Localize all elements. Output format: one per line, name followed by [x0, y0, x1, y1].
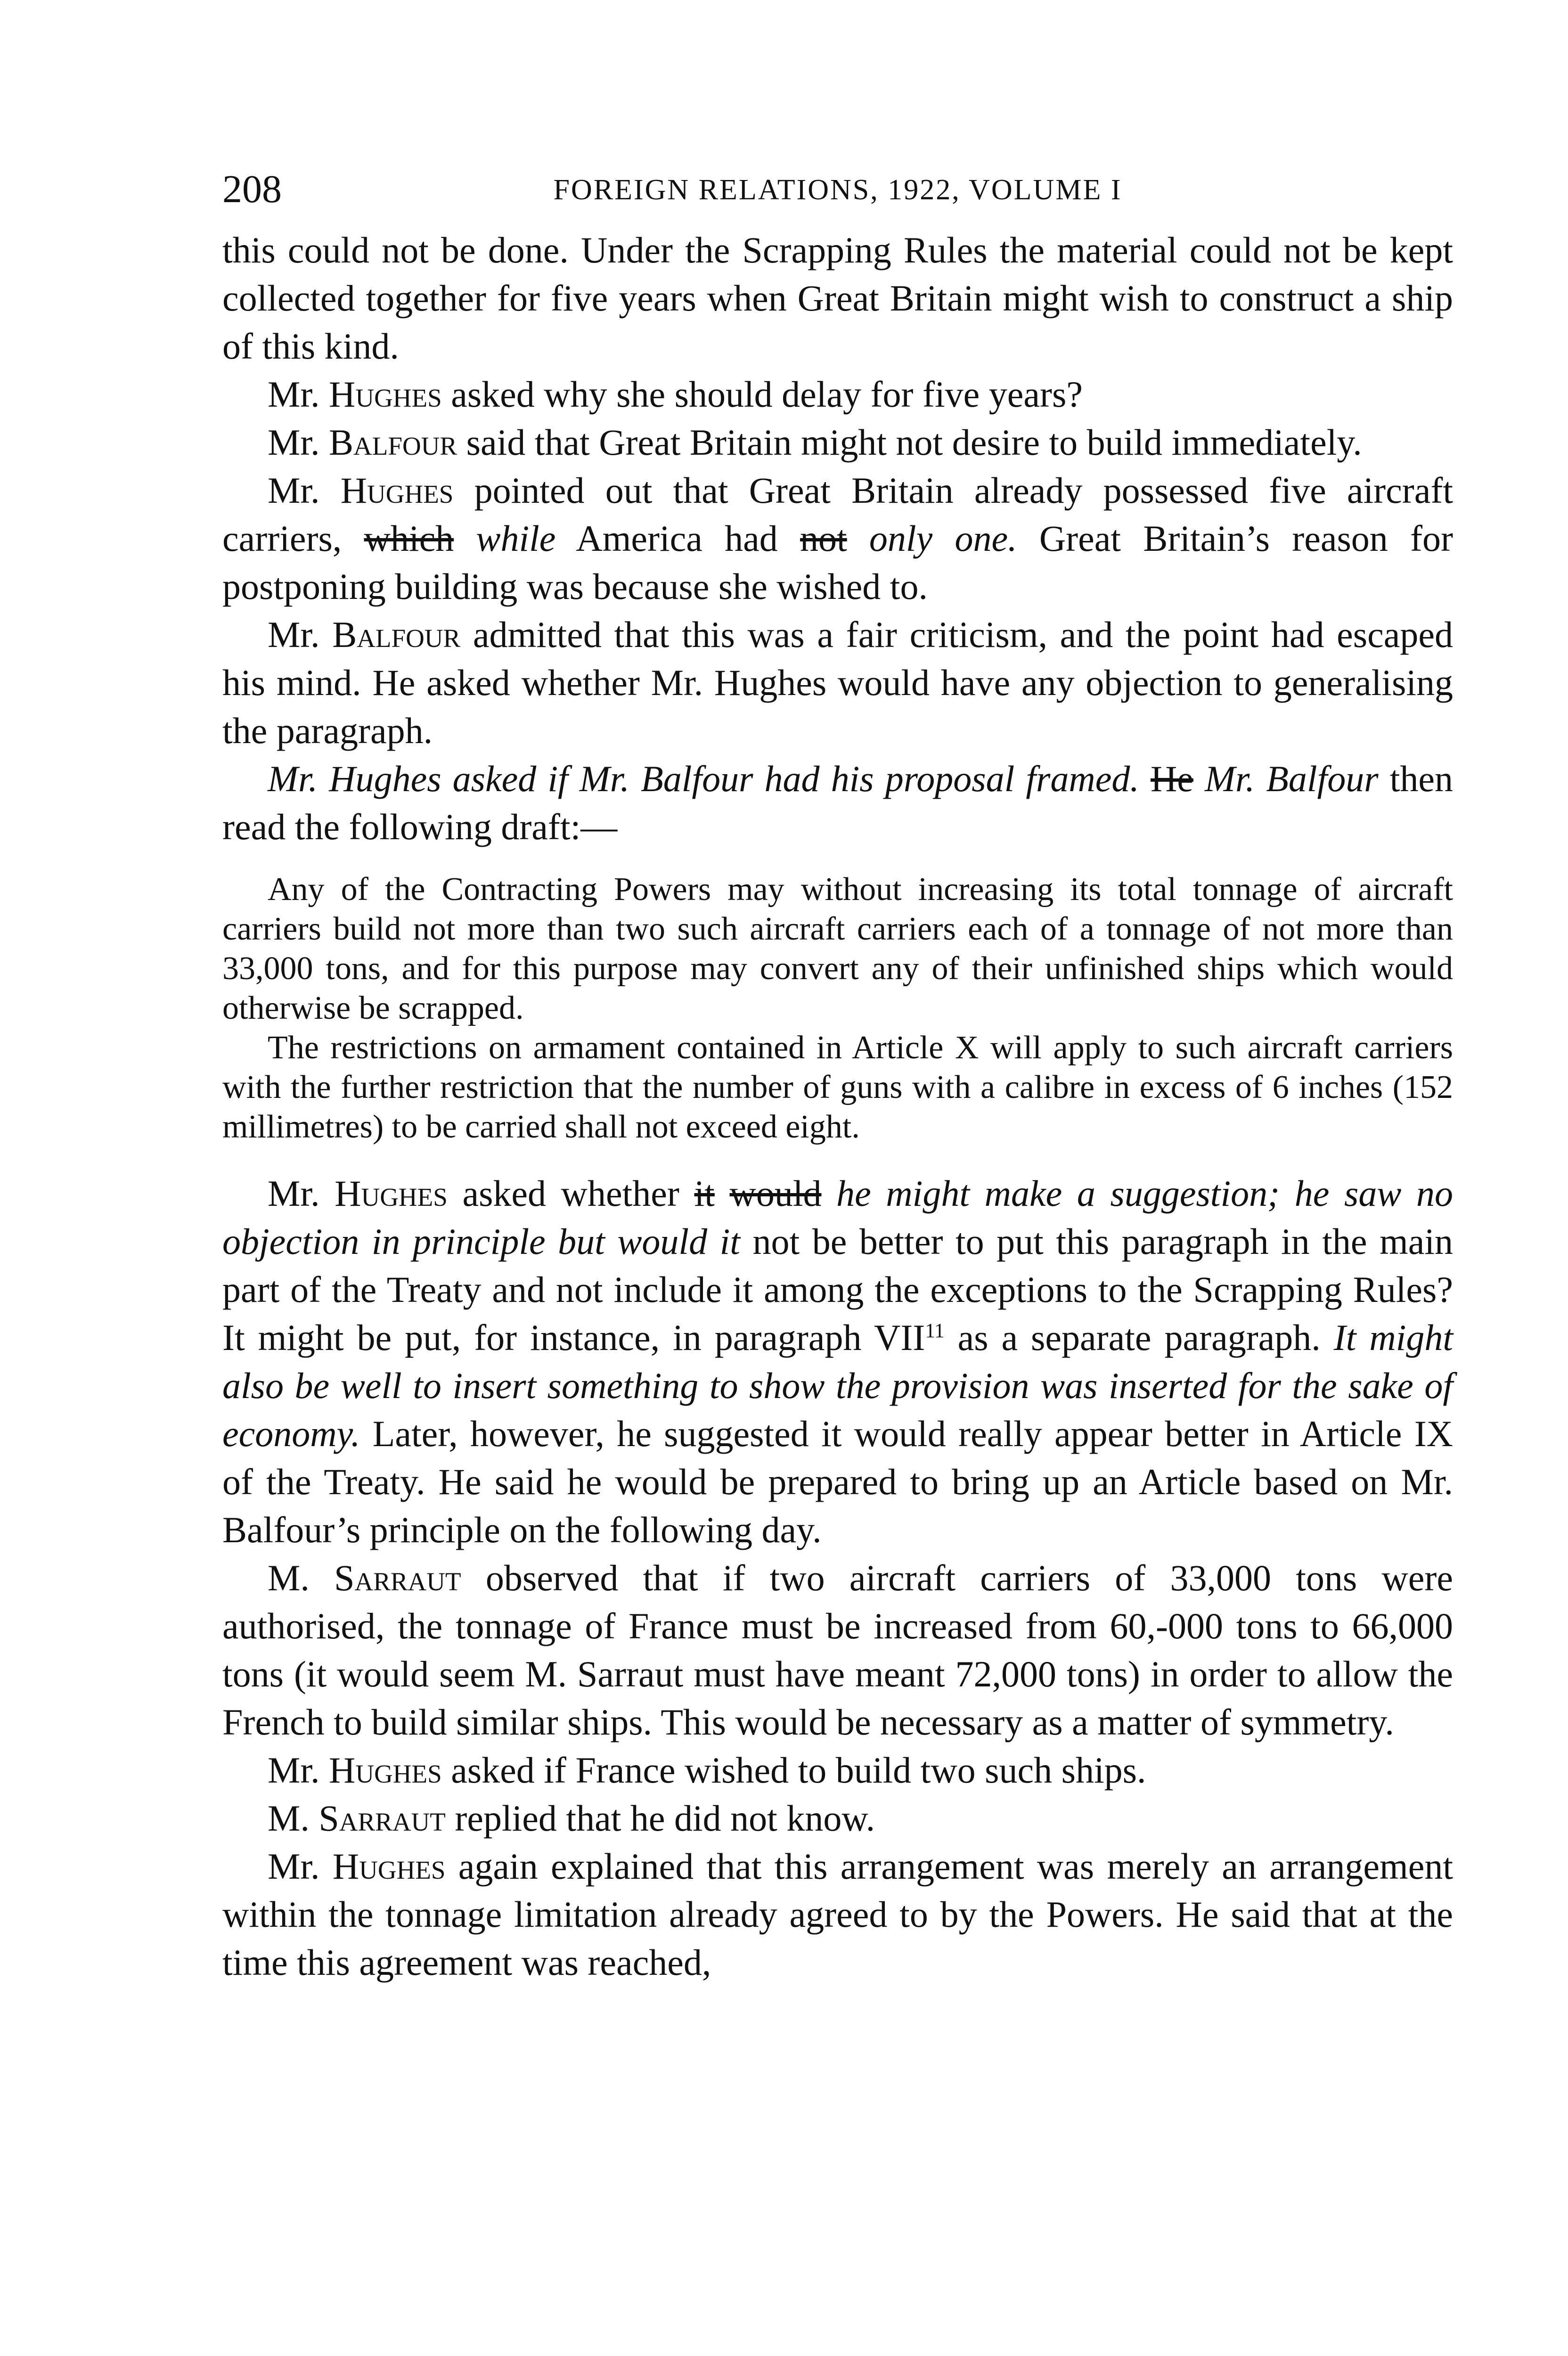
speaker-name: Hughes [329, 1750, 442, 1791]
speaker-title: Mr. [268, 470, 341, 511]
speaker-title: Mr. [268, 422, 329, 463]
paragraph-text: said that Great Britain might not desire to build immediately. [457, 422, 1362, 463]
paragraph [222, 466, 1453, 611]
speaker-name: Sarraut [334, 1557, 461, 1598]
page-header [222, 166, 1453, 213]
inserted-text: Mr. Hughes asked if Mr. Balfour had his proposal framed. [268, 758, 1139, 799]
speaker-name: Hughes [329, 374, 442, 415]
speaker-name: Hughes [332, 1846, 446, 1887]
paragraph [222, 1842, 1453, 1987]
paragraph-text: Later, however, he suggested it would really appear better in Article IX of the Treaty. He said he would be prepared to bring up an Article based on Mr. Balfour’s principle on the following day. [222, 1413, 1453, 1550]
inserted-text: Mr. Balfour [1205, 758, 1379, 799]
draft-quotation [222, 870, 1453, 1147]
speaker-title: Mr. [268, 1173, 335, 1214]
speaker-title: Mr. [268, 614, 333, 655]
speaker-title: M. [268, 1557, 335, 1598]
paragraph [222, 1746, 1453, 1794]
inserted-text: only one. [847, 518, 1017, 559]
running-head: FOREIGN RELATIONS, 1922, VOLUME I [553, 174, 1122, 206]
struck-text: would [729, 1173, 822, 1214]
paragraph-text: America had [555, 518, 800, 559]
speaker-name: Sarraut [318, 1798, 446, 1839]
paragraph-text: then read the following draft:— [222, 758, 1454, 847]
inserted-text: while [454, 518, 556, 559]
paragraph-text: as a separate paragraph. [944, 1317, 1334, 1358]
speaker-title: Mr. [268, 374, 329, 415]
paragraph [222, 1170, 1453, 1554]
struck-text: which [364, 518, 454, 559]
speaker-name: Balfour [329, 422, 457, 463]
inserted-text: he might make a suggestion; he saw no objection in principle but would it [222, 1173, 1453, 1262]
inserted-text: It might also be well to insert something to show the provision was inserted for the sake of economy. [222, 1317, 1453, 1454]
paragraph-text: replied that he did not know. [445, 1798, 875, 1839]
paragraph-text: asked whether [447, 1173, 694, 1214]
paragraph-text: asked if France wished to build two such ships. [441, 1750, 1146, 1791]
speaker-name: Balfour [332, 614, 461, 655]
quote-paragraph: Any of the Contracting Powers may without increasing its total tonnage of aircraft carriers build not more than two such aircraft carriers each of a tonnage of not more than 33,000 tons, and for this purpose may convert any of their unfinished ships which would otherwise be scrapped. [222, 871, 1453, 1026]
paragraph-text: observed that if two aircraft carriers of 33,000 tons were authorised, the tonnage of France must be increased from 60,-000 tons to 66,000 tons (it would seem M. Sarraut must have meant 72,000 tons) in order to allow the French to build similar ships. This would be necessary as a matter of symmetry. [222, 1557, 1454, 1742]
struck-text: it [694, 1173, 715, 1214]
paragraph-text: pointed out that Great Britain already possessed five aircraft carriers, [222, 470, 1454, 559]
paragraph [222, 418, 1453, 466]
body-text [222, 226, 1453, 1987]
struck-text: not [800, 518, 847, 559]
paragraph [222, 1554, 1453, 1746]
paragraph [222, 1794, 1453, 1842]
paragraph [222, 370, 1453, 418]
speaker-title: Mr. [268, 1846, 333, 1887]
paragraph-text: again explained that this arrangement was merely an arrangement within the tonnage limitation already agreed to by the Powers. He said that at the time this agreement was reached, [222, 1846, 1453, 1983]
footnote-ref[interactable]: 11 [925, 1320, 945, 1342]
paragraph-text: Great Britain’s reason for postponing building was because she wished to. [222, 518, 1453, 607]
speaker-title: M. [268, 1798, 319, 1839]
paragraph-text: not be better to put this paragraph in the main part of the Treaty and not include it among the exceptions to the Scrapping Rules? It might be put, for instance, in paragraph VII [222, 1221, 1453, 1358]
paragraph: this could not be done. Under the Scrapping Rules the material could not be kept collected together for five years when Great Britain might wish to construct a ship of this kind. [222, 229, 1453, 367]
speaker-name: Hughes [335, 1173, 448, 1214]
page-number: 208 [222, 167, 282, 211]
paragraph [222, 755, 1453, 851]
speaker-title: Mr. [268, 1750, 329, 1791]
paragraph-text: asked why she should delay for five years? [441, 374, 1083, 415]
quote-paragraph: The restrictions on armament contained in Article X will apply to such aircraft carriers with the further restriction that the number of guns with a calibre in excess of 6 inches (152 millimetres) to be carried shall not exceed eight. [222, 1030, 1453, 1145]
paragraph [222, 611, 1453, 755]
paragraph-text: admitted that this was a fair criticism, and the point had escaped his mind. He asked whether Mr. Hughes would have any objection to generalising the paragraph. [222, 614, 1453, 751]
speaker-name: Hughes [340, 470, 454, 511]
struck-text: He [1150, 758, 1193, 799]
